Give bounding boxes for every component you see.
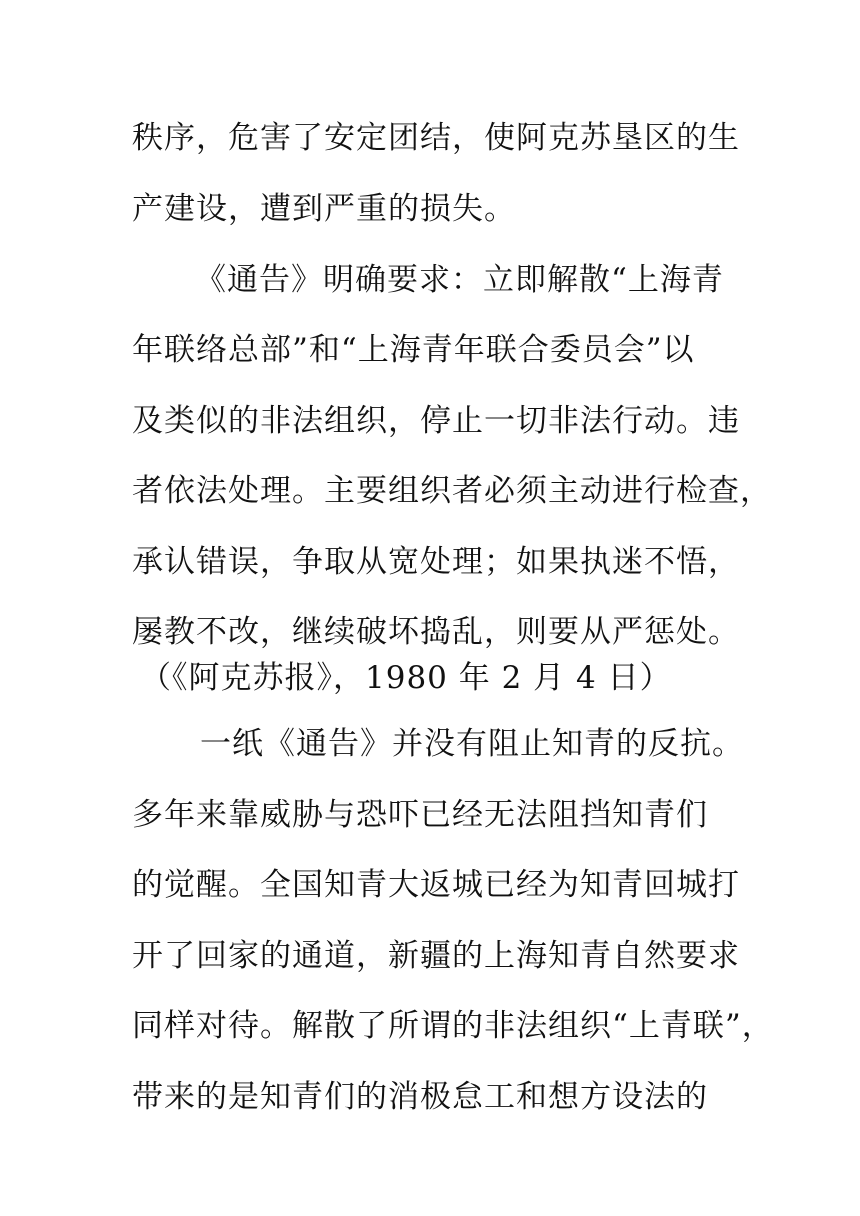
text-line: 同样对待。解散了所谓的非法组织“上青联”， (132, 1008, 774, 1044)
text-line: 的觉醒。全国知青大返城已经为知青回城打 (132, 867, 740, 903)
text-line: 年联络总部”和“上海青年联合委员会”以 (132, 332, 695, 368)
text-line: 秩序，危害了安定团结，使阿克苏垦区的生 (132, 120, 740, 156)
text-line: 产建设，遭到严重的损失。 (132, 191, 516, 227)
text-line: 开了回家的通道，新疆的上海知青自然要求 (132, 938, 740, 974)
text-line: 带来的是知青们的消极怠工和想方设法的 (132, 1079, 708, 1115)
text-line: 承认错误，争取从宽处理；如果执迷不悟， (132, 544, 740, 580)
paragraph-first-line: 《通告》明确要求：立即解散“上海青 (195, 262, 724, 298)
text-line: 多年来靠威胁与恐吓已经无法阻挡知青们 (132, 797, 708, 833)
text-line: 及类似的非法组织，停止一切非法行动。违 (132, 403, 740, 439)
citation-line: （《阿克苏报》，1980 年 2 月 4 日） (140, 660, 672, 696)
text-line: 者依法处理。主要组织者必须主动进行检查， (132, 473, 772, 509)
paragraph-first-line: 一纸《通告》并没有阻止知青的反抗。 (200, 726, 744, 762)
text-line: 屡教不改，继续破坏捣乱，则要从严惩处。 (132, 614, 740, 650)
